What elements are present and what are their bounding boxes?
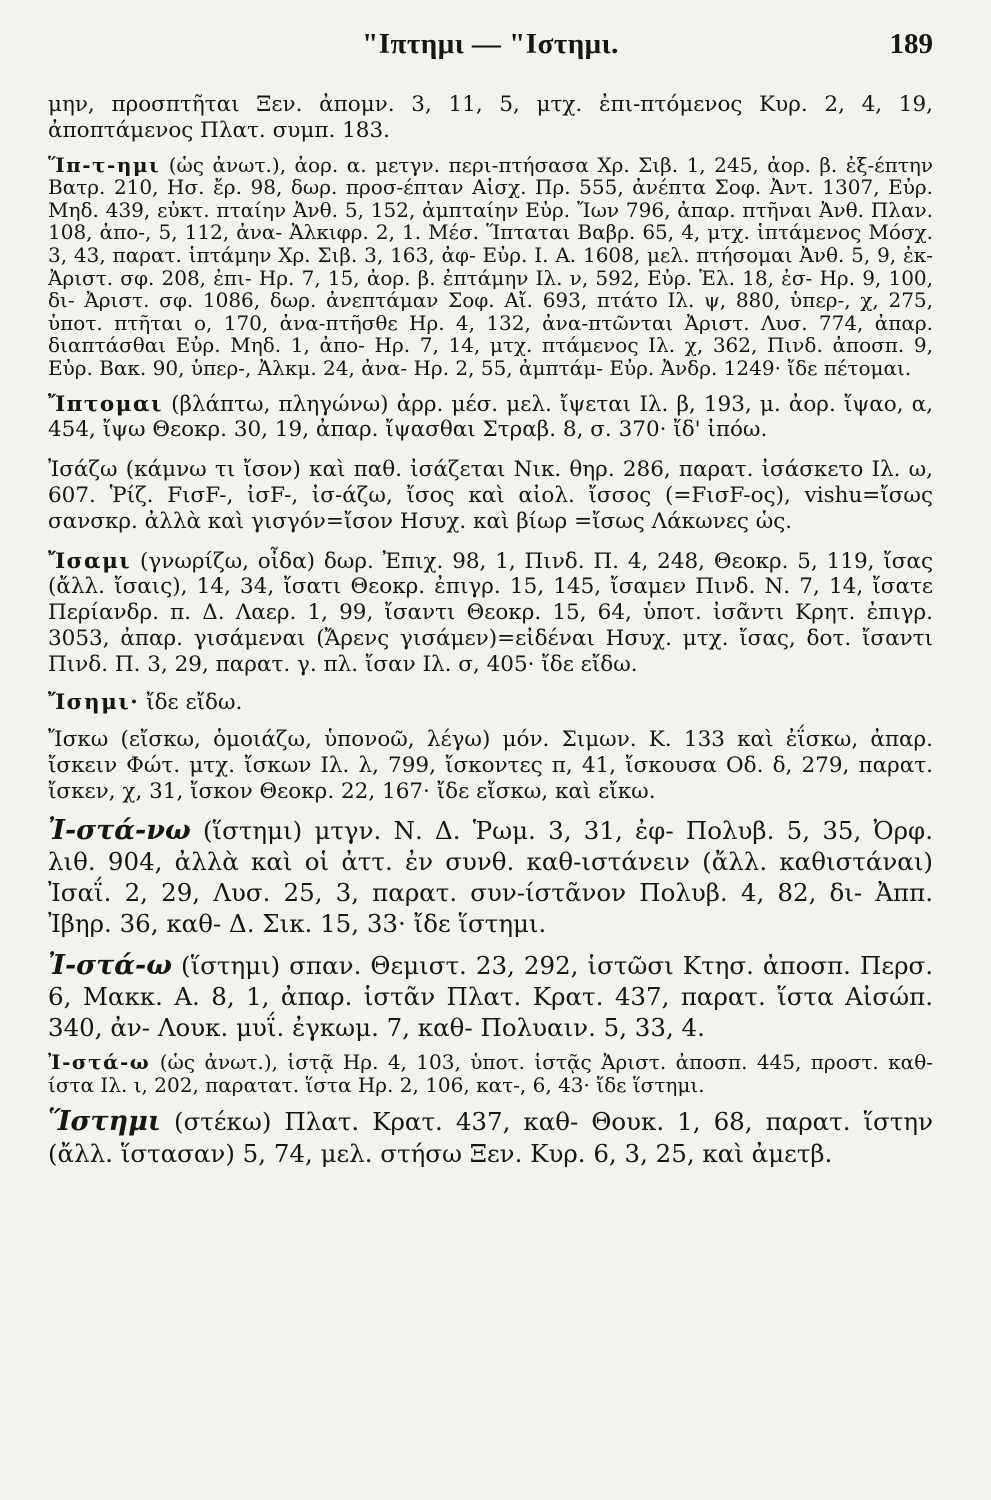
lemma-headword: Ἴσημι· [48,689,140,715]
entry-isami [48,549,933,678]
lemma-headword: Ἰ-στά-νω [48,814,191,846]
running-title: "Ιπτημι — "Ιστημι. [362,28,619,60]
entry-isko [48,727,933,804]
lemma-headword: Ἵστημι [48,1106,161,1138]
lemma-headword: Ἴσαμι [48,548,132,574]
entry-text: (στέκω) Πλατ. Κρατ. 437, καθ- Θουκ. 1, 68, παρατ. ἵστην (ἄλλ. ἵστασαν) 5, 74, μελ. στήσω Ξεν. Κυρ. 6, 3, 25, καὶ ἀμετβ. [48,1107,933,1168]
entry-text: (ὡς ἀνωτ.), ἱστᾷ Ηρ. 4, 103, ὑποτ. ἱστᾷς Ἀριστ. ἀποσπ. 445, προστ. καθ-ίστα Ιλ. ι, 202, παρατατ. ἵστα Ηρ. 2, 106, κατ-, 6, 43· ἴδε ἵστημι. [48,1050,933,1097]
entry-istemi [48,1106,933,1168]
entry-text: (γνωρίζω, οἶδα) δωρ. Ἐπιχ. 98, 1, Πινδ. Π. 4, 248, Θεοκρ. 5, 119, ἴσας (ἄλλ. ἴσαις), 14, 34, ἴσατι Θεοκρ. ἐπιγρ. 15, 145, ἴσαμεν Πινδ. Ν. 7, 14, ἴσατε Περίανδρ. π. Δ. Λαερ. 1, 99, ἴσαντι Θεοκρ. 15, 64, ὑποτ. ἰσᾶντι Κρητ. ἐπιγρ. 3053, ἀπαρ. γισάμεναι (Ἄρενς γισάμεν)=εἰδέναι Ησυχ. μτχ. ἴσας, δοτ. ἴσαντι Πινδ. Π. 3, 29, παρατ. γ. πλ. ἴσαν Ιλ. σ, 405· ἴδε εἴδω. [48,548,933,677]
entry-text: (ἵστημι) μτγν. Ν. Δ. Ῥωμ. 3, 31, ἐφ- Πολυβ. 5, 35, Ὀρφ. λιθ. 904, ἀλλὰ καὶ οἱ ἀττ. ἐν συνθ. καθ-ιστάνειν (ἄλλ. καθιστάναι) Ἰσαΐ. 2, 29, Λυσ. 25, 3, παρατ. συν-ίστᾶνον Πολυβ. 4, 82, δι- Ἀππ. Ἰβηρ. 36, καθ- Δ. Σικ. 15, 33· ἴδε ἵστημι. [48,815,933,939]
entry-iptemi [48,154,933,380]
entry-text: Ἴσκω (εἴσκω, ὁμοιάζω, ὑπονοῶ, λέγω) μόν. Σιμων. Κ. 133 καὶ ἐΐσκω, ἀπαρ. ἴσκειν Φώτ. μτχ. ἴσκων Ιλ. λ, 799, ἴσκοντες π, 41, ἴσκουσα Οδ. δ, 279, παρατ. ἴσκεν, χ, 31, ἴσκον Θεοκρ. 22, 167· ἴδε εἴσκω, καὶ εἴκω. [48,727,933,804]
entry-isemi [48,690,933,716]
entry-istano [48,815,933,940]
entry-istao [48,950,933,1044]
entry-text: Ἰσάζω (κάμνω τι ἴσον) καὶ παθ. ἰσάζεται Νικ. θηρ. 286, παρατ. ἰσάσκετο Ιλ. ω, 607. Ῥίζ. FισF-, ἰσF-, ἰσ-άζω, ἴσος καὶ αἰολ. ἴσσος (=FισF-ος), vishu=ἴσως σανσκρ. ἀλλὰ καὶ γισγόν=ἴσον Ησυχ. καὶ βίωρ =ἴσως Λάκωνες ὡς. [48,457,933,534]
entry-isazo [48,457,933,534]
page-number: 189 [889,28,933,60]
lemma-headword: Ἵπ-τ-ημι [48,152,161,177]
entry-text: ἴδε εἴδω. [146,689,243,715]
lemma-headword: Ἰ-στά-ω [48,1050,151,1075]
entry-continuation [48,92,933,144]
page-header [48,28,933,80]
entry-text: (βλάπτω, πληγώνω) ἀρρ. μέσ. μελ. ἴψεται Ιλ. β, 193, μ. ἀορ. ἴψαο, α, 454, ἴψω Θεοκρ. 30, 19, ἀπαρ. ἴψασθαι Στραβ. 8, σ. 370· ἴδ' ἰπόω. [48,391,933,443]
entry-text: (ἵστημι) σπαν. Θεμιστ. 23, 292, ἱστῶσι Κτησ. ἀποσπ. Περσ. 6, Μακκ. Α. 8, 1, ἀπαρ. ἱστᾶν Πλατ. Κρατ. 437, παρατ. ἵστα Αἰσώπ. 340, ἀν- Λουκ. μυΐ. ἐγκωμ. 7, καθ- Πολυαιν. 5, 33, 4. [48,950,933,1042]
lemma-headword: Ἴπτομαι [48,391,163,417]
entry-text: (ὡς ἀνωτ.), ἀορ. α. μετγν. περι-πτήσασα Χρ. Σιβ. 1, 245, ἀορ. β. ἐξ-έπτην Βατρ. 210, Ησ. ἔρ. 98, δωρ. προσ-έπταν Αἰσχ. Πρ. 555, ἀνέπτα Σοφ. Ἀντ. 1307, Εὐρ. Μηδ. 439, εὐκτ. πταίην Ἀνθ. 5, 152, ἀμπταίην Εὐρ. Ἴων 796, ἀπαρ. πτῆναι Ἀνθ. Πλαν. 108, ἀπο-, 5, 112, ἀνα- Ἀλκιφρ. 2, 1. Μέσ. Ἵπταται Βαβρ. 65, 4, μτχ. ἱπτάμενος Μόσχ. 3, 43, παρατ. ἱπτάμην Χρ. Σιβ. 3, 163, ἀφ- Εὐρ. Ι. Α. 1608, μελ. πτήσομαι Ἀνθ. 5, 9, ἐκ- Ἀριστ. σφ. 208, ἐπι- Ηρ. 7, 15, ἀορ. β. ἐπτάμην Ιλ. ν, 592, Εὐρ. Ἑλ. 18, ἐσ- Ηρ. 9, 100, δι- Ἀριστ. σφ. 1086, δωρ. ἀνεπτάμαν Σοφ. Αἴ. 693, πτάτο Ιλ. ψ, 880, ὑπερ-, χ, 275, ὑποτ. πτῆται ο, 170, ἀνα-πτῆσθε Ηρ. 4, 132, ἀνα-πτῶνται Ἀριστ. Λυσ. 774, ἀπαρ. διαπτάσθαι Εὐρ. Μηδ. 1, ἀπο- Ηρ. 7, 14, μτχ. πτάμενος Ιλ. χ, 362, Πινδ. ἀποσπ. 9, Εὐρ. Βακ. 90, ὑπερ-, Ἀλκμ. 24, ἀνα- Ηρ. 2, 55, ἀμπτάμ- Εὐρ. Ἀνδρ. 1249· ἴδε πέτομαι. [48,152,933,380]
entry-iptomai [48,392,933,444]
lemma-headword: Ἰ-στά-ω [48,949,172,981]
entry-istao-2 [48,1051,933,1096]
entry-text: μην, προσπτῆται Ξεν. ἀπομν. 3, 11, 5, μτχ. ἐπι-πτόμενος Κυρ. 2, 4, 19, ἀποπτάμενος Πλατ. συμπ. 183. [48,92,933,143]
